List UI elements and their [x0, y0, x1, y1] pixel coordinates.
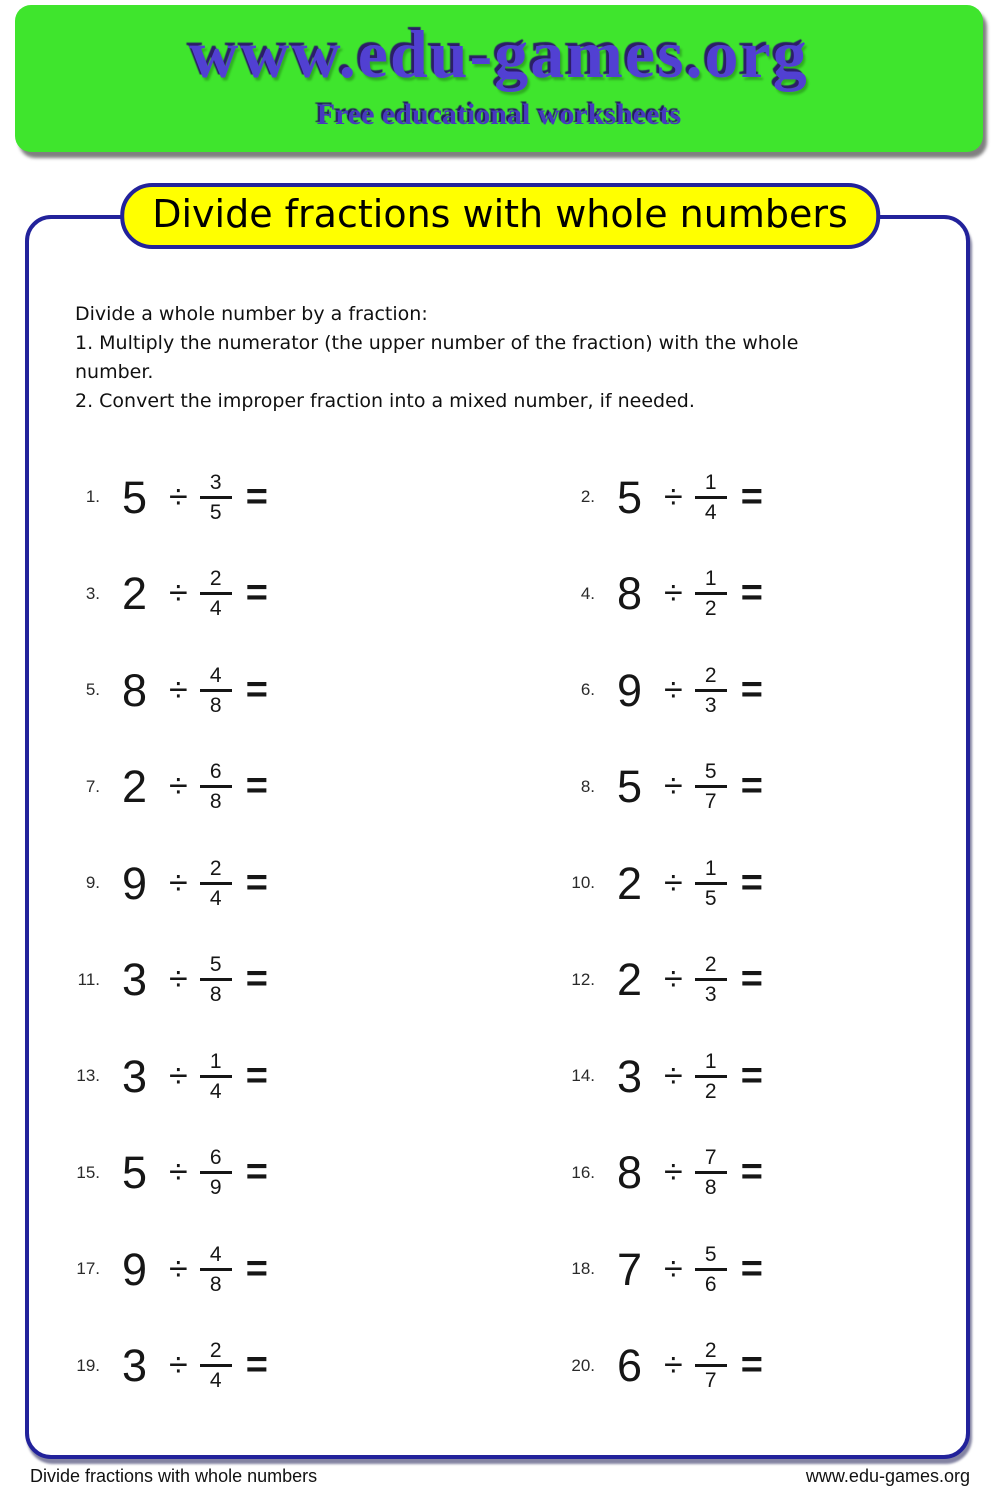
fraction-numerator: 1	[704, 567, 717, 591]
fraction-denominator: 4	[704, 500, 717, 524]
fraction-denominator: 6	[704, 1272, 717, 1296]
problem-item	[60, 546, 555, 643]
fraction-bar	[200, 689, 232, 692]
problem-item	[60, 449, 555, 546]
fraction-denominator: 2	[704, 597, 717, 621]
whole-number: 3	[122, 1050, 148, 1102]
fraction-numerator: 5	[209, 953, 222, 977]
problem-item	[60, 932, 555, 1029]
fraction	[200, 1244, 232, 1295]
fraction-numerator: 7	[704, 1146, 717, 1170]
fraction	[200, 858, 232, 909]
fraction-denominator: 7	[704, 790, 717, 814]
whole-number: 5	[617, 761, 643, 813]
fraction-bar	[200, 785, 232, 788]
fraction	[200, 954, 232, 1005]
fraction-denominator: 5	[209, 500, 222, 524]
equals-sign: =	[740, 572, 763, 615]
fraction-denominator: 8	[209, 693, 222, 717]
fraction-denominator: 3	[704, 983, 717, 1007]
equals-sign: =	[245, 958, 268, 1001]
problem-number: 13.	[76, 1066, 100, 1086]
fraction-numerator: 1	[704, 1049, 717, 1073]
problem-number: 17.	[76, 1259, 100, 1279]
problem-item	[555, 739, 763, 836]
whole-number: 5	[122, 471, 148, 523]
fraction	[200, 568, 232, 619]
whole-number: 2	[617, 954, 643, 1006]
problem-item	[555, 1221, 763, 1318]
equals-sign: =	[245, 475, 268, 518]
whole-number: 7	[617, 1243, 643, 1295]
footer	[30, 1466, 970, 1487]
fraction	[200, 1147, 232, 1198]
problem-item	[555, 932, 763, 1029]
fraction-numerator: 2	[209, 856, 222, 880]
problem-item	[60, 835, 555, 932]
problem-item	[555, 835, 763, 932]
problem-item	[60, 1221, 555, 1318]
fraction	[695, 1051, 727, 1102]
fraction-numerator: 2	[704, 953, 717, 977]
fraction-bar	[695, 978, 727, 981]
fraction-denominator: 9	[209, 1176, 222, 1200]
problem-number: 4.	[580, 583, 595, 603]
problem-number: 8.	[580, 776, 595, 796]
fraction-bar	[695, 1075, 727, 1078]
divide-icon: ÷	[664, 1153, 683, 1192]
equals-sign: =	[245, 1247, 268, 1290]
whole-number: 9	[122, 1243, 148, 1295]
divide-icon: ÷	[169, 1153, 188, 1192]
whole-number: 3	[122, 1340, 148, 1392]
fraction	[200, 665, 232, 716]
fraction-numerator: 4	[209, 663, 222, 687]
fraction-bar	[695, 496, 727, 499]
fraction-numerator: 1	[704, 856, 717, 880]
problem-item	[60, 1028, 555, 1125]
divide-icon: ÷	[169, 1249, 188, 1288]
whole-number: 3	[617, 1050, 643, 1102]
fraction-bar	[200, 978, 232, 981]
fraction-numerator: 2	[704, 1339, 717, 1363]
problem-number: 14.	[571, 1066, 595, 1086]
divide-icon: ÷	[169, 1056, 188, 1095]
equals-sign: =	[740, 1247, 763, 1290]
whole-number: 8	[617, 568, 643, 620]
fraction-numerator: 4	[209, 1242, 222, 1266]
problem-number: 6.	[580, 680, 595, 700]
problem-number: 9.	[85, 873, 100, 893]
fraction	[695, 761, 727, 812]
problem-number: 12.	[571, 969, 595, 989]
fraction-bar	[695, 1268, 727, 1271]
problem-number: 11.	[77, 969, 100, 989]
fraction-numerator: 5	[704, 760, 717, 784]
fraction-numerator: 6	[209, 1146, 222, 1170]
site-title: www.edu-games.org	[189, 16, 809, 92]
problem-item	[555, 1318, 763, 1415]
whole-number: 2	[617, 857, 643, 909]
fraction-denominator: 8	[209, 983, 222, 1007]
whole-number: 2	[122, 761, 148, 813]
equals-sign: =	[740, 668, 763, 711]
fraction	[200, 761, 232, 812]
whole-number: 9	[122, 857, 148, 909]
problem-item	[60, 739, 555, 836]
instruction-line: number.	[75, 361, 154, 383]
fraction-denominator: 4	[209, 886, 222, 910]
equals-sign: =	[740, 475, 763, 518]
whole-number: 9	[617, 664, 643, 716]
instruction-line: 1. Multiply the numerator (the upper number of the fraction) with the whole	[75, 332, 799, 354]
fraction-numerator: 5	[704, 1242, 717, 1266]
fraction-denominator: 8	[209, 1272, 222, 1296]
whole-number: 2	[122, 568, 148, 620]
equals-sign: =	[740, 765, 763, 808]
divide-icon: ÷	[169, 670, 188, 709]
fraction-numerator: 2	[704, 663, 717, 687]
fraction-denominator: 3	[704, 693, 717, 717]
fraction-denominator: 4	[209, 1369, 222, 1393]
equals-sign: =	[245, 1344, 268, 1387]
fraction-bar	[200, 592, 232, 595]
problem-number: 3.	[85, 583, 100, 603]
fraction-denominator: 8	[209, 790, 222, 814]
fraction-denominator: 7	[704, 1369, 717, 1393]
fraction	[695, 568, 727, 619]
problem-number: 18.	[571, 1259, 595, 1279]
fraction-bar	[695, 1364, 727, 1367]
fraction-denominator: 4	[209, 597, 222, 621]
equals-sign: =	[740, 861, 763, 904]
divide-icon: ÷	[664, 1249, 683, 1288]
divide-icon: ÷	[169, 863, 188, 902]
problem-item	[555, 546, 763, 643]
fraction-denominator: 5	[704, 886, 717, 910]
whole-number: 6	[617, 1340, 643, 1392]
equals-sign: =	[740, 1054, 763, 1097]
fraction-denominator: 8	[704, 1176, 717, 1200]
fraction-bar	[200, 1171, 232, 1174]
whole-number: 3	[122, 954, 148, 1006]
divide-icon: ÷	[664, 477, 683, 516]
problem-number: 5.	[85, 680, 100, 700]
whole-number: 5	[617, 471, 643, 523]
whole-number: 5	[122, 1147, 148, 1199]
fraction-bar	[200, 882, 232, 885]
fraction	[695, 665, 727, 716]
divide-icon: ÷	[664, 767, 683, 806]
fraction	[200, 1051, 232, 1102]
problem-item	[60, 642, 555, 739]
fraction	[695, 1147, 727, 1198]
equals-sign: =	[740, 1151, 763, 1194]
fraction-numerator: 6	[209, 760, 222, 784]
whole-number: 8	[617, 1147, 643, 1199]
equals-sign: =	[740, 958, 763, 1001]
equals-sign: =	[245, 765, 268, 808]
fraction-bar	[200, 1364, 232, 1367]
problem-item	[60, 1318, 555, 1415]
problem-number: 15.	[76, 1162, 100, 1182]
fraction-bar	[695, 689, 727, 692]
divide-icon: ÷	[169, 1346, 188, 1385]
divide-icon: ÷	[664, 1346, 683, 1385]
fraction	[200, 1340, 232, 1391]
fraction	[695, 472, 727, 523]
fraction	[695, 858, 727, 909]
problem-number: 7.	[85, 776, 100, 796]
worksheet-title: Divide fractions with whole numbers	[120, 183, 880, 249]
fraction-denominator: 4	[209, 1079, 222, 1103]
fraction-bar	[695, 592, 727, 595]
divide-icon: ÷	[169, 477, 188, 516]
problem-number: 16.	[571, 1162, 595, 1182]
equals-sign: =	[245, 668, 268, 711]
problem-number: 2.	[580, 487, 595, 507]
problem-item	[555, 1125, 763, 1222]
fraction-denominator: 2	[704, 1079, 717, 1103]
fraction-numerator: 1	[704, 470, 717, 494]
fraction-numerator: 2	[209, 1339, 222, 1363]
whole-number: 8	[122, 664, 148, 716]
fraction-bar	[695, 785, 727, 788]
equals-sign: =	[740, 1344, 763, 1387]
problem-number: 10.	[571, 873, 595, 893]
divide-icon: ÷	[664, 574, 683, 613]
problems-grid	[60, 449, 763, 1414]
problem-item	[555, 642, 763, 739]
problem-item	[555, 449, 763, 546]
fraction	[695, 954, 727, 1005]
problem-number: 19.	[76, 1355, 100, 1375]
instructions	[75, 300, 905, 416]
footer-worksheet-name: Divide fractions with whole numbers	[30, 1466, 318, 1486]
problem-item	[60, 1125, 555, 1222]
divide-icon: ÷	[664, 863, 683, 902]
equals-sign: =	[245, 572, 268, 615]
fraction-bar	[200, 1268, 232, 1271]
footer-site-url: www.edu-games.org	[805, 1466, 970, 1486]
fraction-bar	[200, 1075, 232, 1078]
divide-icon: ÷	[169, 767, 188, 806]
fraction	[200, 472, 232, 523]
problem-number: 1.	[85, 487, 100, 507]
instruction-line: 2. Convert the improper fraction into a mixed number, if needed.	[75, 390, 695, 412]
fraction	[695, 1244, 727, 1295]
fraction	[695, 1340, 727, 1391]
divide-icon: ÷	[664, 960, 683, 999]
fraction-numerator: 1	[209, 1049, 222, 1073]
header-banner	[15, 5, 983, 152]
fraction-bar	[695, 882, 727, 885]
divide-icon: ÷	[664, 670, 683, 709]
fraction-numerator: 2	[209, 567, 222, 591]
fraction-bar	[695, 1171, 727, 1174]
equals-sign: =	[245, 1054, 268, 1097]
fraction-bar	[200, 496, 232, 499]
divide-icon: ÷	[169, 574, 188, 613]
fraction-numerator: 3	[209, 470, 222, 494]
instruction-line: Divide a whole number by a fraction:	[75, 303, 428, 325]
problem-item	[555, 1028, 763, 1125]
problem-number: 20.	[571, 1355, 595, 1375]
equals-sign: =	[245, 861, 268, 904]
site-tagline: Free educational worksheets	[316, 98, 682, 131]
divide-icon: ÷	[169, 960, 188, 999]
equals-sign: =	[245, 1151, 268, 1194]
divide-icon: ÷	[664, 1056, 683, 1095]
